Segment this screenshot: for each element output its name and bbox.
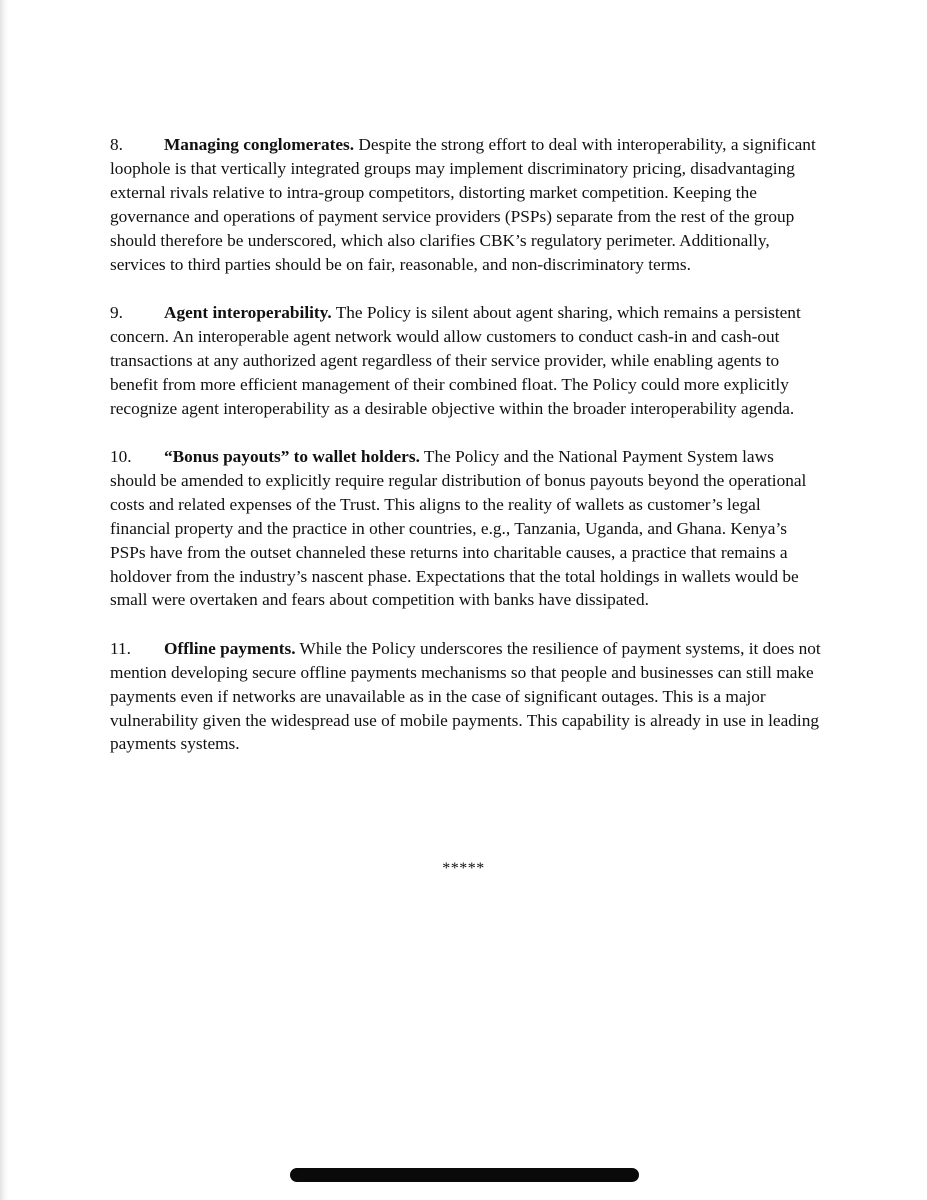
- paragraph-heading: Managing conglomerates.: [164, 135, 355, 154]
- document-body: [110, 133, 822, 781]
- paragraph-number: 8.: [110, 135, 123, 154]
- paragraph-8: [110, 133, 822, 276]
- paragraph-text: While the Policy underscores the resilience of payment systems, it does not mention developing secure offline payments mechanisms so that people and businesses can still make payments even if networks are unavailable as in the case of significant outages. This is a major vulnerability given the widespread use of mobile payments. This capability is already in use in leading payments systems.: [110, 638, 821, 754]
- paragraph-10: [110, 445, 822, 612]
- paragraph-text: The Policy is silent about agent sharing, which remains a persistent concern. An interoperable agent network would allow customers to conduct cash-in and cash-out transactions at any authorized agent regardless of their service provider, while enabling agents to benefit from more efficient management of their combined float. The Policy could more explicitly recognize agent interoperability as a desirable objective within the broader interoperability agenda.: [110, 302, 801, 418]
- paragraph-number: 10.: [110, 446, 132, 466]
- paragraph-text: The Policy and the National Payment System laws should be amended to explicitly require regular distribution of bonus payouts beyond the operational costs and related expenses of the Trust. This aligns to the reality of wallets as customer’s legal financial property and the practice in other countries, e.g., Tanzania, Uganda, and Ghana. Kenya’s PSPs have from the outset channeled these returns into charitable causes, a practice that remains a holdover from the industry’s nascent phase. Expectations that the total holdings in wallets would be small were overtaken and fears about competition with banks have dissipated.: [110, 446, 807, 610]
- paragraph-number: 11.: [110, 638, 131, 658]
- page-edge-shadow: [0, 0, 8, 1200]
- paragraph-heading: Agent interoperability.: [164, 302, 332, 322]
- paragraph-11: [110, 637, 822, 757]
- paragraph-text: Despite the strong effort to deal with interoperability, a significant loophole is that vertically integrated groups may implement discriminatory pricing, disadvantaging external rivals relative to intra-group competitors, distorting market competition. Keeping the governance and operations of payment service providers (PSPs) separate from the rest of the group should therefore be underscored, which also clarifies CBK’s regulatory perimeter. Additionally, services to third parties should be on fair, reasonable, and non-discriminatory terms.: [110, 135, 816, 274]
- paragraph-heading: Offline payments.: [164, 638, 296, 658]
- paragraph-9: [110, 301, 822, 421]
- paragraph-number: 9.: [110, 302, 123, 322]
- end-mark: *****: [442, 860, 485, 877]
- home-indicator-bar[interactable]: [290, 1168, 639, 1182]
- paragraph-heading: “Bonus payouts” to wallet holders.: [164, 446, 420, 466]
